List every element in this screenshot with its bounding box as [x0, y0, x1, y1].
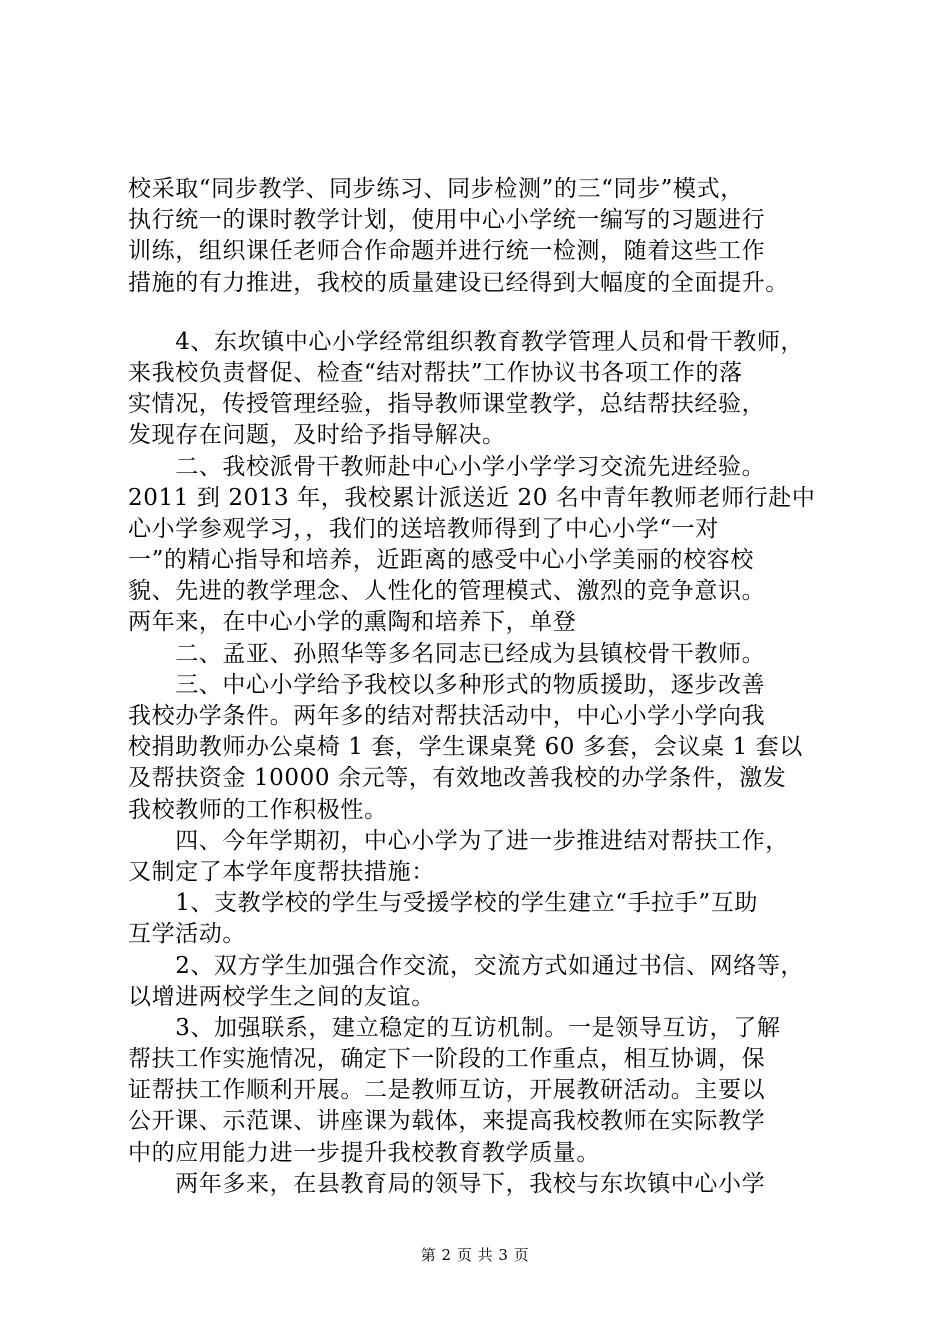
text-line: 校捐助教师办公桌椅 1 套，学生课桌凳 60 多套，会议桌 1 套以	[128, 734, 803, 761]
paragraph-9	[128, 1013, 840, 1169]
text-line: 我校办学条件。两年多的结对帮扶活动中，中心小学小学向我	[128, 703, 766, 729]
text-line: 互学活动。	[128, 921, 246, 948]
text-line: 4、东坎镇中心小学经常组织教育教学管理人员和骨干教师，	[128, 328, 805, 355]
text-line: 中的应用能力进一步提升我校教育教学质量。	[128, 1139, 600, 1166]
text-line: 校采取“同步教学、同步练习、同步检测”的三“同步”模式，	[128, 176, 744, 202]
text-line: 又制定了本学年度帮扶措施：	[128, 858, 435, 885]
page-footer	[0, 1245, 950, 1265]
text-line: 及帮扶资金 10000 余元等，有效地改善我校的办学条件，激发	[128, 765, 787, 792]
text-line: 2011 到 2013 年，我校累计派送近 20 名中青年教师老师行赴中	[128, 484, 816, 511]
text-line: 帮扶工作实施情况，确定下一阶段的工作重点，相互协调，保	[128, 1046, 766, 1073]
text-line: 执行统一的课时教学计划，使用中心小学统一编写的习题进行	[128, 207, 766, 234]
text-line: 措施的有力推进，我校的质量建设已经得到大幅度的全面提升。	[128, 269, 789, 296]
page-number-label: 第 2 页 共 3 页	[420, 1246, 530, 1264]
paragraph-3	[128, 452, 840, 639]
text-line: 二、孟亚、孙照华等多名同志已经成为县镇校骨干教师。	[128, 640, 766, 667]
paragraph-gap	[128, 299, 840, 327]
text-line: 来我校负责督促、检查“结对帮扶”工作协议书各项工作的落	[128, 359, 743, 386]
paragraph-2	[128, 327, 840, 452]
text-line: 2、双方学生加强合作交流，交流方式如通过书信、网络等，	[128, 952, 805, 979]
text-line: 两年多来，在县教育局的领导下，我校与东坎镇中心小学	[128, 1170, 766, 1197]
text-line: 3、加强联系，建立稳定的互访机制。一是领导互访，了解	[128, 1014, 781, 1041]
text-line: 三、中心小学给予我校以多种形式的物质援助，逐步改善	[128, 671, 766, 698]
paragraph-1	[128, 174, 840, 299]
text-line: 四、今年学期初，中心小学为了进一步推进结对帮扶工作，	[128, 827, 789, 854]
text-line: 二、我校派骨干教师赴中心小学小学学习交流先进经验。	[128, 453, 766, 480]
text-line: 一”的精心指导和培养，近距离的感受中心小学美丽的校容校	[128, 547, 754, 574]
text-line: 公开课、示范课、讲座课为载体，来提高我校教师在实际教学	[128, 1108, 766, 1135]
text-line: 训练，组织课任老师合作命题并进行统一检测，随着这些工作	[128, 238, 766, 265]
text-line: 实情况，传授管理经验，指导教师课堂教学，总结帮扶经验，	[128, 391, 766, 418]
text-line: 貌、先进的教学理念、人性化的管理模式、激烈的竞争意识。	[128, 578, 766, 605]
text-line: 两年来，在中心小学的熏陶和培养下，单登	[128, 609, 577, 636]
text-line: 心小学参观学习，，我们的送培教师得到了中心小学“一对	[128, 515, 719, 542]
paragraph-6	[128, 826, 840, 888]
text-line: 1、支教学校的学生与受援学校的学生建立“手拉手”互助	[128, 890, 758, 917]
paragraph-7	[128, 888, 840, 950]
text-line: 以增进两校学生之间的友谊。	[128, 983, 435, 1010]
paragraph-4	[128, 639, 840, 670]
text-line: 发现存在问题，及时给予指导解决。	[128, 422, 506, 449]
text-line: 证帮扶工作顺利开展。二是教师互访，开展教研活动。主要以	[128, 1077, 766, 1104]
paragraph-10	[128, 1169, 840, 1200]
paragraph-5	[128, 670, 840, 826]
body-text	[128, 174, 840, 1200]
paragraph-8	[128, 951, 840, 1013]
text-line: 我校教师的工作积极性。	[128, 796, 388, 823]
